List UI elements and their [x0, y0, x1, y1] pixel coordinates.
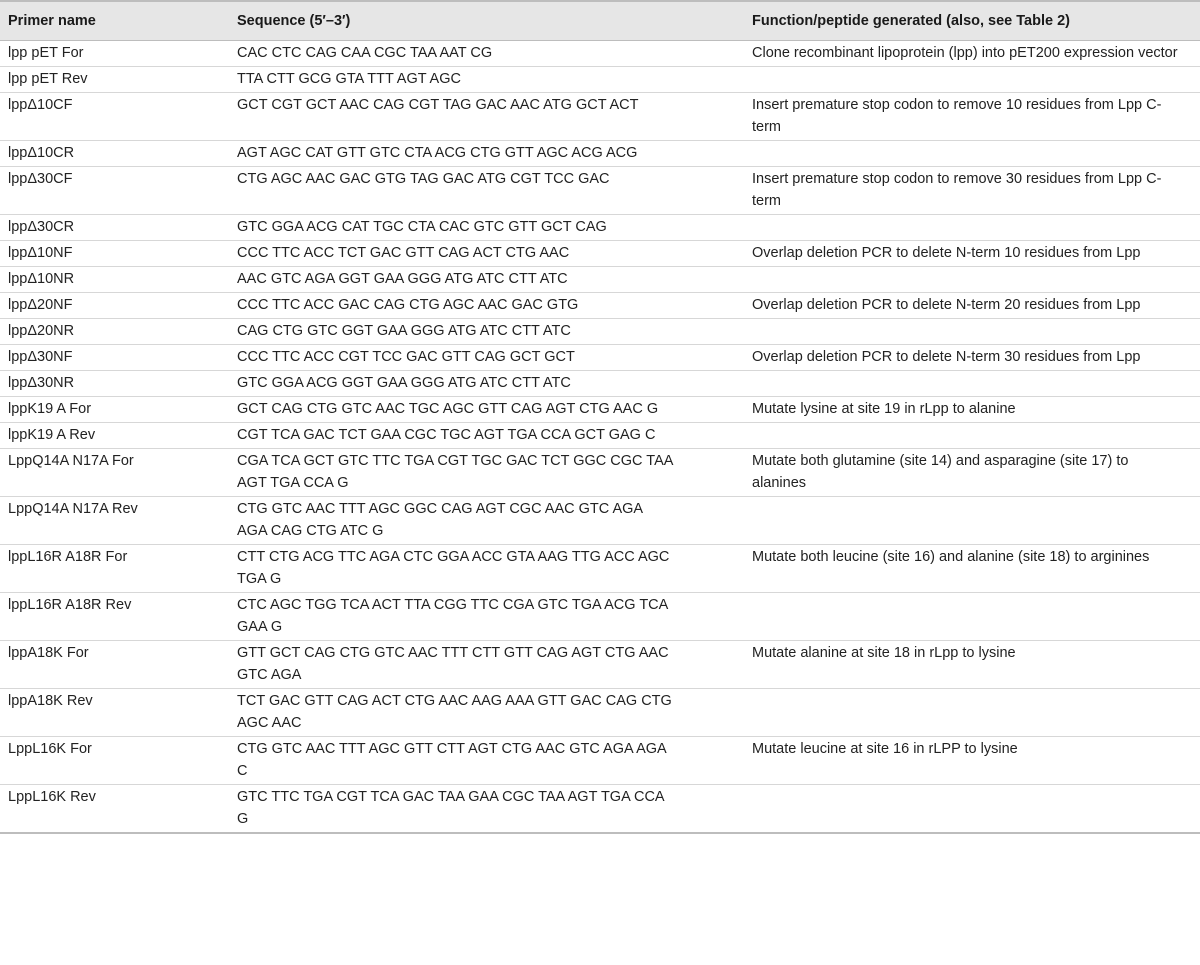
sequence-cell: GTC GGA ACG CAT TGC CTA CAC GTC GTT GCT CAG [229, 214, 744, 240]
primer-name-cell: lppK19 A For [0, 396, 229, 422]
sequence-cell: CTT CTG ACG TTC AGA CTC GGA ACC GTA AAG TTG ACC AGC TGA G [229, 544, 744, 592]
primer-name-cell: lppA18K Rev [0, 688, 229, 736]
function-cell: Overlap deletion PCR to delete N-term 10 residues from Lpp [744, 240, 1200, 266]
sequence-cell: TCT GAC GTT CAG ACT CTG AAC AAG AAA GTT GAC CAG CTG AGC AAC [229, 688, 744, 736]
sequence-cell: CCC TTC ACC TCT GAC GTT CAG ACT CTG AAC [229, 240, 744, 266]
function-cell [744, 688, 1200, 736]
primer-name-cell: lppΔ30CF [0, 166, 229, 214]
table-row [0, 66, 1200, 92]
sequence-cell: CTC AGC TGG TCA ACT TTA CGG TTC CGA GTC TGA ACG TCA GAA G [229, 592, 744, 640]
primer-name-cell: lpp pET Rev [0, 66, 229, 92]
header-primer-name: Primer name [0, 1, 229, 40]
function-cell: Mutate both leucine (site 16) and alanine (site 18) to arginines [744, 544, 1200, 592]
sequence-cell: CAG CTG GTC GGT GAA GGG ATG ATC CTT ATC [229, 318, 744, 344]
primer-name-cell: lppL16R A18R For [0, 544, 229, 592]
table-row [0, 784, 1200, 833]
table-row [0, 496, 1200, 544]
table-row [0, 266, 1200, 292]
table-row [0, 166, 1200, 214]
table-row [0, 592, 1200, 640]
primer-name-cell: lppΔ30NF [0, 344, 229, 370]
header-sequence: Sequence (5′–3′) [229, 1, 744, 40]
sequence-cell: CTG GTC AAC TTT AGC GTT CTT AGT CTG AAC GTC AGA AGA C [229, 736, 744, 784]
table-row [0, 292, 1200, 318]
function-cell [744, 140, 1200, 166]
primer-name-cell: lppΔ20NF [0, 292, 229, 318]
primer-name-cell: lppΔ20NR [0, 318, 229, 344]
sequence-cell: GCT CGT GCT AAC CAG CGT TAG GAC AAC ATG GCT ACT [229, 92, 744, 140]
header-function: Function/peptide generated (also, see Table 2) [744, 1, 1200, 40]
header-row [0, 1, 1200, 40]
function-cell: Mutate alanine at site 18 in rLpp to lysine [744, 640, 1200, 688]
table-row [0, 736, 1200, 784]
primer-name-cell: lppK19 A Rev [0, 422, 229, 448]
primer-name-cell: lppL16R A18R Rev [0, 592, 229, 640]
sequence-cell: TTA CTT GCG GTA TTT AGT AGC [229, 66, 744, 92]
table-row [0, 448, 1200, 496]
sequence-cell: CCC TTC ACC CGT TCC GAC GTT CAG GCT GCT [229, 344, 744, 370]
sequence-cell: CGA TCA GCT GTC TTC TGA CGT TGC GAC TCT GGC CGC TAA AGT TGA CCA G [229, 448, 744, 496]
primer-name-cell: lppA18K For [0, 640, 229, 688]
table-row [0, 544, 1200, 592]
function-cell [744, 592, 1200, 640]
table-row [0, 422, 1200, 448]
primer-name-cell: lppΔ10NF [0, 240, 229, 266]
function-cell: Overlap deletion PCR to delete N-term 30 residues from Lpp [744, 344, 1200, 370]
sequence-cell: AAC GTC AGA GGT GAA GGG ATG ATC CTT ATC [229, 266, 744, 292]
sequence-cell: CAC CTC CAG CAA CGC TAA AAT CG [229, 40, 744, 66]
primer-name-cell: lppΔ10NR [0, 266, 229, 292]
table-row [0, 640, 1200, 688]
sequence-cell: GTT GCT CAG CTG GTC AAC TTT CTT GTT CAG AGT CTG AAC GTC AGA [229, 640, 744, 688]
sequence-cell: GCT CAG CTG GTC AAC TGC AGC GTT CAG AGT CTG AAC G [229, 396, 744, 422]
table-row [0, 344, 1200, 370]
primer-name-cell: LppL16K Rev [0, 784, 229, 833]
function-cell: Mutate both glutamine (site 14) and asparagine (site 17) to alanines [744, 448, 1200, 496]
function-cell: Mutate lysine at site 19 in rLpp to alanine [744, 396, 1200, 422]
table-row [0, 370, 1200, 396]
table-row [0, 396, 1200, 422]
sequence-cell: GTC TTC TGA CGT TCA GAC TAA GAA CGC TAA AGT TGA CCA G [229, 784, 744, 833]
sequence-cell: CGT TCA GAC TCT GAA CGC TGC AGT TGA CCA GCT GAG C [229, 422, 744, 448]
function-cell: Insert premature stop codon to remove 30 residues from Lpp C-term [744, 166, 1200, 214]
function-cell [744, 214, 1200, 240]
function-cell: Mutate leucine at site 16 in rLPP to lysine [744, 736, 1200, 784]
table-row [0, 40, 1200, 66]
table-row [0, 214, 1200, 240]
function-cell [744, 318, 1200, 344]
primer-name-cell: LppL16K For [0, 736, 229, 784]
sequence-cell: CTG AGC AAC GAC GTG TAG GAC ATG CGT TCC GAC [229, 166, 744, 214]
primer-name-cell: lppΔ10CF [0, 92, 229, 140]
sequence-cell: GTC GGA ACG GGT GAA GGG ATG ATC CTT ATC [229, 370, 744, 396]
function-cell [744, 496, 1200, 544]
function-cell [744, 266, 1200, 292]
table-row [0, 140, 1200, 166]
table-row [0, 318, 1200, 344]
table-row [0, 688, 1200, 736]
function-cell [744, 784, 1200, 833]
function-cell [744, 370, 1200, 396]
primer-name-cell: LppQ14A N17A Rev [0, 496, 229, 544]
primer-name-cell: LppQ14A N17A For [0, 448, 229, 496]
function-cell: Insert premature stop codon to remove 10 residues from Lpp C-term [744, 92, 1200, 140]
function-cell: Clone recombinant lipoprotein (lpp) into pET200 expression vector [744, 40, 1200, 66]
sequence-cell: CTG GTC AAC TTT AGC GGC CAG AGT CGC AAC GTC AGA AGA CAG CTG ATC G [229, 496, 744, 544]
function-cell [744, 422, 1200, 448]
primer-name-cell: lppΔ30NR [0, 370, 229, 396]
primer-name-cell: lppΔ10CR [0, 140, 229, 166]
table-row [0, 240, 1200, 266]
table-row [0, 92, 1200, 140]
primer-name-cell: lpp pET For [0, 40, 229, 66]
sequence-cell: AGT AGC CAT GTT GTC CTA ACG CTG GTT AGC ACG ACG [229, 140, 744, 166]
sequence-cell: CCC TTC ACC GAC CAG CTG AGC AAC GAC GTG [229, 292, 744, 318]
primer-name-cell: lppΔ30CR [0, 214, 229, 240]
function-cell [744, 66, 1200, 92]
function-cell: Overlap deletion PCR to delete N-term 20 residues from Lpp [744, 292, 1200, 318]
